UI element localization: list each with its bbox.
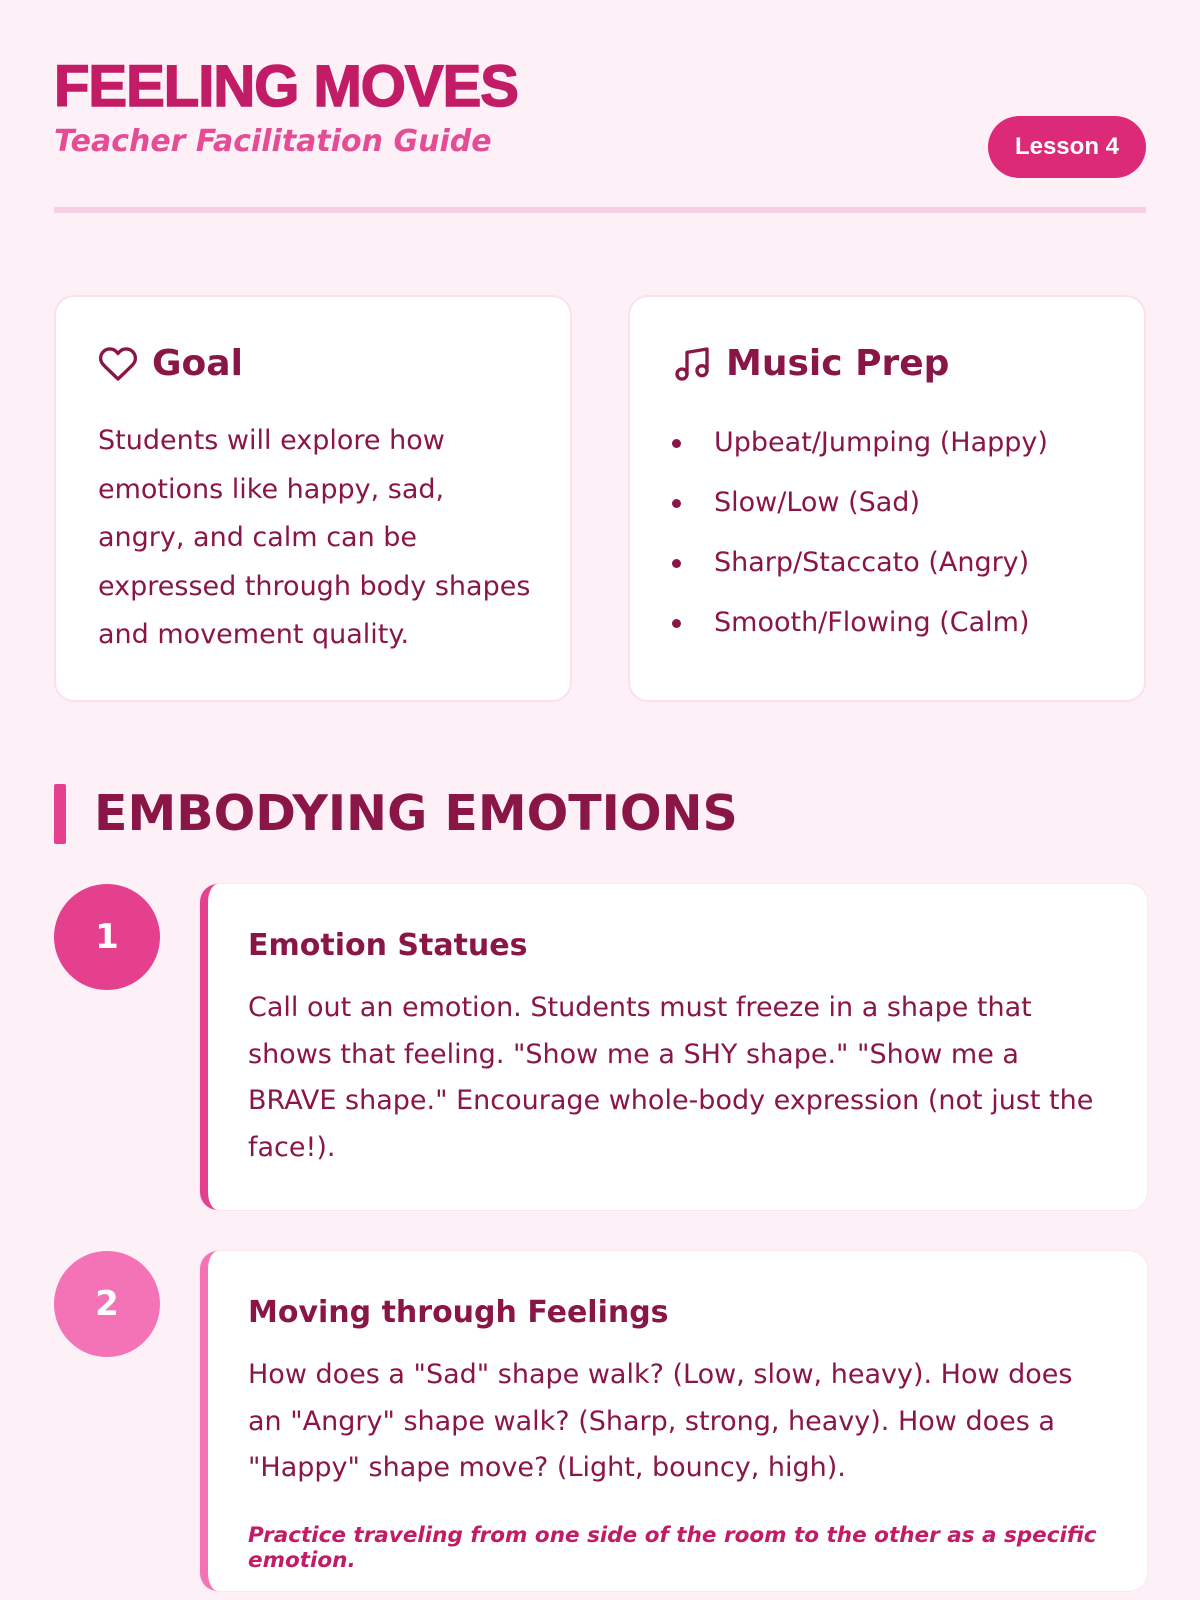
- step-2-note: Practice traveling from one side of the room to the other as a specific emotion.: [248, 1523, 1097, 1573]
- section-title: EMBODYING EMOTIONS: [94, 785, 738, 842]
- list-item: Smooth/Flowing (Calm): [670, 593, 1048, 653]
- step-2-text: How does a "Sad" shape walk? (Low, slow, heavy). How does an "Angry" shape walk? (Sharp, strong, heavy). How does a "Happy" shape move? (Light, bouncy, high).: [248, 1359, 1073, 1483]
- step-2-card: [200, 1251, 1147, 1591]
- music-prep-header: [672, 343, 949, 384]
- page-title: FEELING MOVES: [54, 54, 518, 119]
- list-item: Upbeat/Jumping (Happy): [670, 413, 1048, 473]
- header: [54, 52, 1146, 162]
- goal-text: Students will explore how emotions like happy, sad, angry, and calm can be expressed through body shapes and movement quality.: [98, 425, 531, 650]
- list-item: Sharp/Staccato (Angry): [670, 533, 1048, 593]
- step-1-text: Call out an emotion. Students must freeze in a shape that shows that feeling. "Show me a SHY shape." "Show me a BRAVE shape." Encourage whole-body expression (not just the face!).: [248, 992, 1094, 1163]
- goal-card-header: [98, 343, 243, 384]
- heart-icon: [98, 344, 138, 384]
- goal-title: Goal: [152, 343, 243, 384]
- music-note-icon: [672, 344, 712, 384]
- header-divider: [54, 207, 1146, 213]
- step-1-title: Emotion Statues: [248, 928, 528, 963]
- step-2-title: Moving through Feelings: [248, 1295, 669, 1330]
- music-prep-card: [628, 295, 1146, 702]
- goal-card: [54, 295, 572, 702]
- page-subtitle: Teacher Facilitation Guide: [54, 124, 492, 159]
- step-1-card: [200, 884, 1147, 1210]
- music-prep-title: Music Prep: [726, 343, 950, 384]
- music-prep-list: [670, 413, 1048, 653]
- step-2-number: 2: [54, 1251, 160, 1357]
- section-accent-bar: [54, 784, 66, 844]
- step-1-number: 1: [54, 884, 160, 990]
- list-item: Slow/Low (Sad): [670, 473, 1048, 533]
- lesson-badge: Lesson 4: [988, 116, 1146, 178]
